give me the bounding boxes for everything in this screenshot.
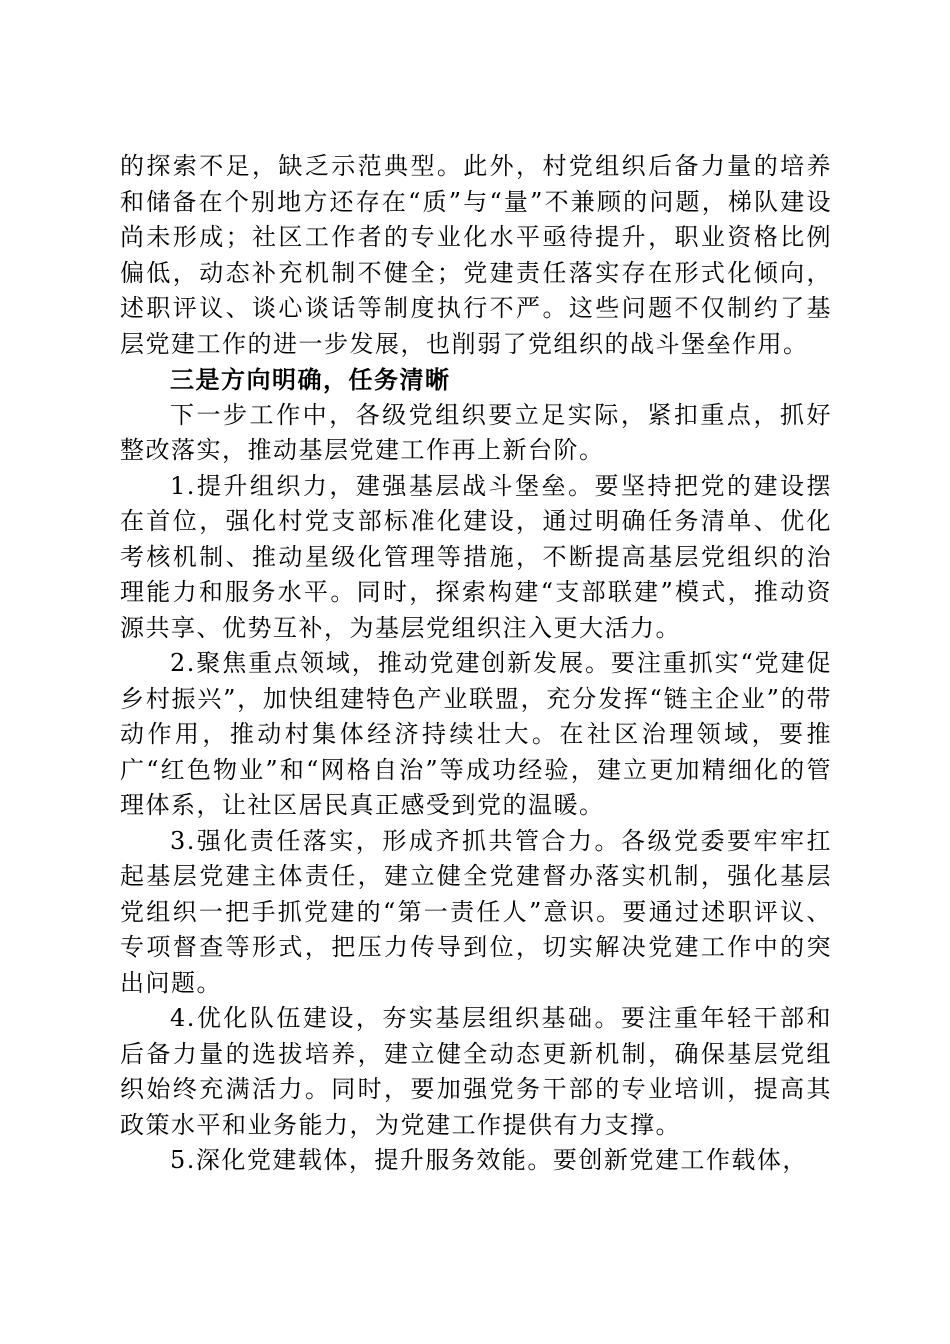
list-item-key-areas: 2.聚焦重点领域，推动党建创新发展。要注重抓实“党建促乡村振兴”，加快组建特色产业联盟，充分发挥“链主企业”的带动作用，推动村集体经济持续壮大。在社区治理领域，要推广“红色物业”和“网格自治”等成功经验，建立更加精细化的管理体系，让社区居民真正感受到党的温暖。 — [120, 649, 832, 819]
list-item-organization: 1.提升组织力，建强基层战斗堡垒。要坚持把党的建设摆在首位，强化村党支部标准化建设，通过明确任务清单、优化考核机制、推动星级化管理等措施，不断提高基层党组织的治理能力和服务水平。同时，探索构建“支部联建”模式，推动资源共享、优势互补，为基层党组织注入更大活力。 — [120, 471, 832, 642]
list-item-responsibility: 3.强化责任落实，形成齐抓共管合力。各级党委要牢牢扛起基层党建主体责任，建立健全党建督办落实机制，强化基层党组织一把手抓党建的“第一责任人”意识。要通过述职评议、专项督查等形式，把压力传导到位，切实解决党建工作中的突出问题。 — [120, 826, 832, 997]
list-item-team-building: 4.优化队伍建设，夯实基层组织基础。要注重年轻干部和后备力量的选拔培养，建立健全动态更新机制，确保基层党组织始终充满活力。同时，要加强党务干部的专业培训，提高其政策水平和业务能力，为党建工作提供有力支撑。 — [120, 1004, 832, 1139]
document-body — [120, 149, 832, 1179]
paragraph-next-steps-intro: 下一步工作中，各级党组织要立足实际，紧扣重点，抓好整改落实，推动基层党建工作再上新台阶。 — [120, 400, 832, 464]
section-heading-direction: 三是方向明确，任务清晰 — [170, 365, 451, 394]
list-item-service-carrier: 5.深化党建载体，提升服务效能。要创新党建工作载体， — [170, 1146, 808, 1174]
paragraph-problems-continued: 的探索不足，缺乏示范典型。此外，村党组织后备力量的培养和储备在个别地方还存在“质”与“量”不兼顾的问题，梯队建设尚未形成；社区工作者的专业化水平亟待提升，职业资格比例偏低，动态补充机制不健全；党建责任落实存在形式化倾向，述职评议、谈心谈话等制度执行不严。这些问题不仅制约了基层党建工作的进一步发展，也削弱了党组织的战斗堡垒作用。 — [120, 152, 832, 358]
